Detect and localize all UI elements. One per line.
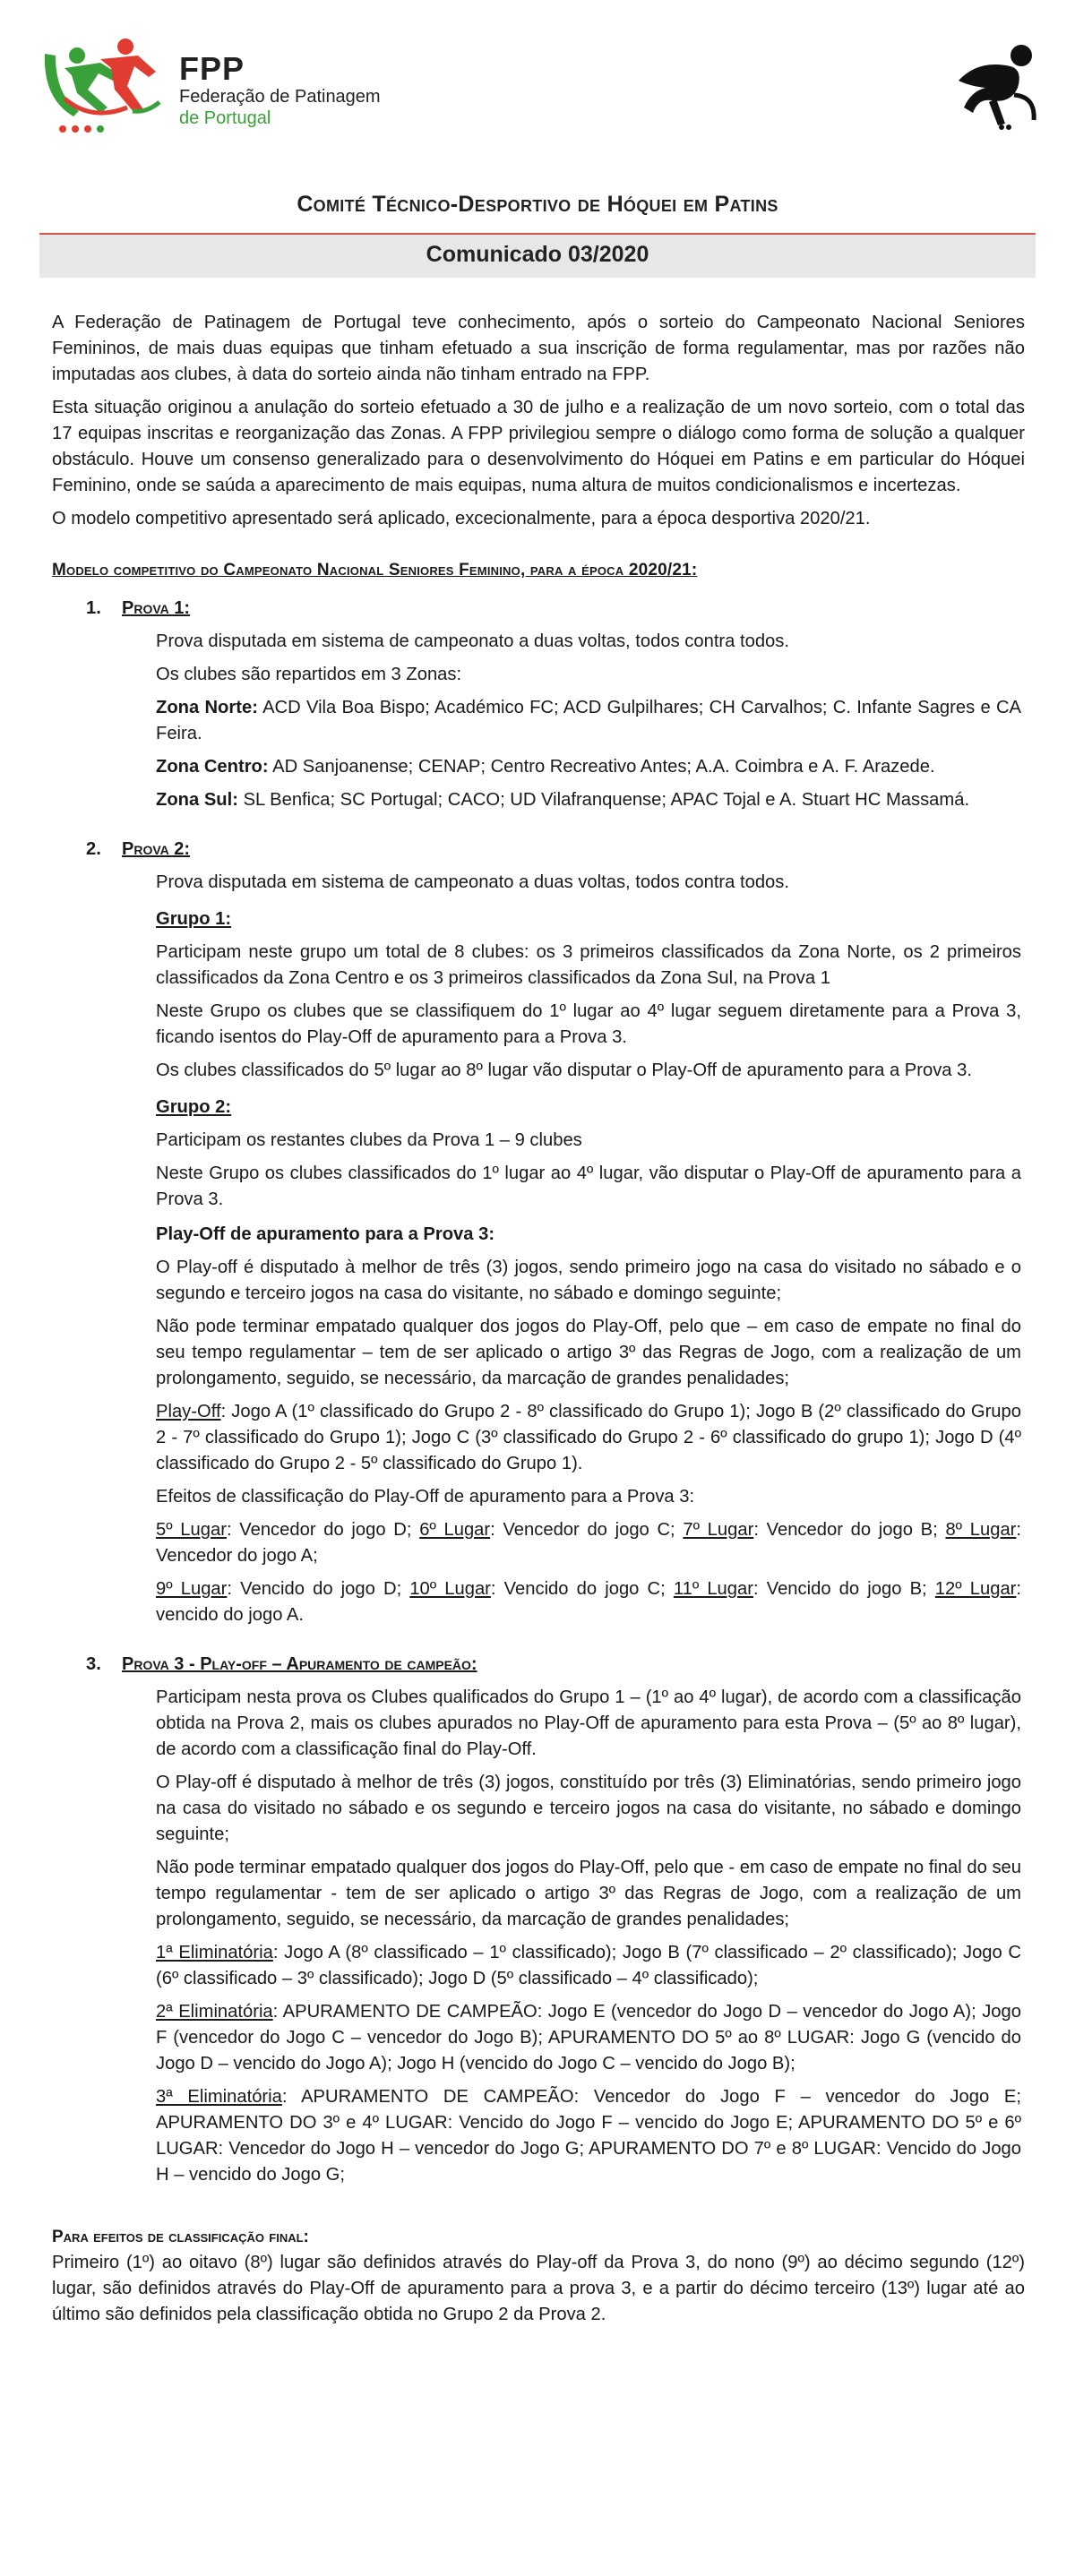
place-text: : Vencido do jogo C; [490, 1579, 674, 1599]
paragraph: Os clubes são repartidos em 3 Zonas: [156, 665, 462, 684]
logo-line2: de Portugal [179, 108, 271, 128]
place-label: 11º Lugar [673, 1579, 753, 1599]
prova-title: Prova 3 - Play-off – Apuramento de campeão: [122, 1654, 477, 1674]
place-text: : Vencedor do jogo B; [753, 1520, 946, 1540]
paragraph: Prova disputada em sistema de campeonato a duas voltas, todos contra todos. [156, 872, 789, 892]
paragraph: Os clubes classificados do 5º lugar ao 8º lugar vão disputar o Play-Off de apuramento para a Prova 3. [156, 1060, 972, 1080]
zona-centro [156, 754, 1021, 780]
zona-clubs: ACD Vila Boa Bispo; Académico FC; ACD Gulpilhares; CH Carvalhos; C. Infante Sagres e CA Feira. [156, 698, 1022, 743]
intro-paragraph: A Federação de Patinagem de Portugal teve conhecimento, após o sorteio do Campeonato Nacional Seniores Femininos, de mais duas equipas que tinham efetuado a sua inscrição de forma regulamentar, mas por razões não imputadas aos clubes, à data do sorteio ainda não tinham entrado na FPP. [52, 313, 1025, 384]
document-body [52, 310, 1025, 2328]
grupo-2-title: Grupo 2: [156, 1097, 232, 1117]
prova-body [156, 629, 1021, 813]
place-text: : Vencedor do jogo D; [226, 1520, 420, 1540]
place-label: 10º Lugar [409, 1579, 491, 1599]
prova-title: Prova 1: [122, 598, 191, 618]
prova-body [156, 1685, 1021, 2188]
paragraph: Neste Grupo os clubes classificados do 1º lugar ao 4º lugar, vão disputar o Play-Off de apuramento para a Prova 3. [156, 1163, 1021, 1209]
eliminatoria-text: : APURAMENTO DE CAMPEÃO: Jogo E (vencedor do Jogo D – vencedor do Jogo A); Jogo F (vencedor do Jogo C – vencedor do Jogo B); APURAMENTO DO 5º ao 8º LUGAR: Jogo G (vencido do Jogo D – vencido do Jogo A); Jogo H (vencido do Jogo C – vencido do Jogo B); [156, 2002, 1021, 2074]
comunicado-number: Comunicado 03/2020 [426, 242, 649, 267]
eliminatoria-2 [156, 1999, 1021, 2077]
zona-label: Zona Sul: [156, 790, 238, 810]
eliminatoria-label: 3ª Eliminatória [156, 2087, 282, 2107]
place-text: : Vencido do jogo D; [227, 1579, 410, 1599]
fpp-logo-text [179, 52, 381, 129]
paragraph: Não pode terminar empatado qualquer dos jogos do Play-Off, pelo que - em caso de empate no final do seu tempo regulamentar - tem de ser aplicado o artigo 3º das Regras de Jogo, com a realização de um prolongamento, seguido, se necessário, da marcação de grandes penalidades; [156, 1858, 1021, 1929]
paragraph: Prova disputada em sistema de campeonato a duas voltas, todos contra todos. [156, 631, 789, 651]
playoff-games-text: : Jogo A (1º classificado do Grupo 2 - 8º classificado do Grupo 1); Jogo B (2º classificado do Grupo 2 - 7º classificado do Grupo 1); Jogo C (3º classificado do Grupo 2 - 6º classificado do grupo 1); Jogo D (4º classificado do Grupo 2 - 5º classificado do Grupo 1). [156, 1402, 1021, 1473]
zona-norte [156, 695, 1021, 747]
paragraph: Neste Grupo os clubes que se classifiquem do 1º lugar ao 4º lugar seguem diretamente para a Prova 3, ficando isentos do Play-Off de apuramento para a Prova 3. [156, 1001, 1021, 1047]
places-5-8 [156, 1517, 1021, 1569]
place-text: : vencido do jogo A. [156, 1579, 1022, 1625]
place-label: 8º Lugar [945, 1520, 1017, 1540]
final-classification-heading: Para efeitos de classificação final: [52, 2228, 309, 2246]
roller-hockey-player-icon [951, 41, 1041, 131]
prova-number: 3. [86, 1654, 101, 1674]
final-classification-text: Primeiro (1º) ao oitavo (8º) lugar são definidos através do Play-off da Prova 3, do nono (9º) ao décimo segundo (12º) lugar, são definidos através do Play-Off de apuramento para a prova 3, e a partir do décimo terceiro (13º) lugar até ao último são definidos pela classificação obtida no Grupo 2 da Prova 2. [52, 2253, 1025, 2324]
zona-label: Zona Norte: [156, 698, 258, 717]
place-label: 6º Lugar [419, 1520, 491, 1540]
eliminatoria-label: 1ª Eliminatória [156, 1943, 273, 1962]
zona-label: Zona Centro: [156, 757, 269, 777]
place-text: : Vencedor do jogo C; [490, 1520, 684, 1540]
intro-section [52, 310, 1025, 532]
fpp-logo-icon [38, 36, 172, 136]
prova-body [156, 870, 1021, 1628]
prova-number: 1. [86, 598, 101, 618]
place-label: 12º Lugar [934, 1579, 1017, 1599]
zona-clubs: AD Sanjoanense; CENAP; Centro Recreativo Antes; A.A. Coimbra e A. F. Arazede. [268, 757, 935, 777]
eliminatoria-label: 2ª Eliminatória [156, 2002, 273, 2022]
prova-2-section [86, 837, 1025, 1628]
paragraph: Não pode terminar empatado qualquer dos jogos do Play-Off, pelo que – em caso de empate no final do seu tempo regulamentar – tem de ser aplicado o artigo 3º das Regras de Jogo, com a realização de um prolongamento, seguido, se necessário, da marcação de grandes penalidades; [156, 1317, 1021, 1388]
eliminatoria-3 [156, 2084, 1021, 2188]
paragraph: Participam nesta prova os Clubes qualificados do Grupo 1 – (1º ao 4º lugar), de acordo com a classificação obtida na Prova 2, mais os clubes apurados no Play-Off de apuramento para esta Prova – (5º ao 8º lugar), de acordo com a classificação final do Play-Off. [156, 1687, 1021, 1759]
places-9-12 [156, 1576, 1021, 1628]
logo-abbreviation: FPP [179, 50, 245, 87]
playoff-games [156, 1399, 1021, 1477]
grupo-1-title: Grupo 1: [156, 909, 232, 929]
place-label: 9º Lugar [156, 1579, 228, 1599]
intro-paragraph: Esta situação originou a anulação do sorteio efetuado a 30 de julho e a realização de um novo sorteio, com o total das 17 equipas inscritas e reorganização das Zonas. A FPP privilegiou sempre o diálogo como forma de solução a qualquer obstáculo. Houve um consenso generalizado para o desenvolvimento do Hóquei em Patins e em particular do Hóquei Feminino, onde se saúda a aparecimento de mais equipas, numa altura de muitos condicionalismos e incertezas. [52, 398, 1025, 495]
playoff-title: Play-Off de apuramento para a Prova 3: [156, 1224, 495, 1244]
place-text: : Vencido do jogo B; [752, 1579, 935, 1599]
eliminatoria-text: : Jogo A (8º classificado – 1º classificado); Jogo B (7º classificado – 2º classificado); Jogo C (6º classificado – 3º classificado); Jogo D (5º classificado – 4º classificado); [156, 1943, 1021, 1988]
paragraph: Efeitos de classificação do Play-Off de apuramento para a Prova 3: [156, 1487, 695, 1507]
eliminatoria-text: : APURAMENTO DE CAMPEÃO: Vencedor do Jogo F – vencedor do Jogo E; APURAMENTO DO 3º e 4º LUGAR: Vencido do Jogo F – vencido do Jogo E; APURAMENTO DO 5º e 6º LUGAR: Vencedor do Jogo H – vencedor do Jogo G; APURAMENTO DO 7º e 8º LUGAR: Vencido do Jogo H – vencido do Jogo G; [156, 2087, 1021, 2185]
modelo-heading: Modelo competitivo do Campeonato Nacional Seniores Feminino, para a época 2020/21: [52, 561, 698, 580]
place-label: 7º Lugar [683, 1520, 754, 1540]
paragraph: Participam neste grupo um total de 8 clubes: os 3 primeiros classificados da Zona Norte, os 2 primeiros classificados da Zona Centro e os 3 primeiros classificados da Zona Sul, na Prova 1 [156, 942, 1021, 988]
eliminatoria-1 [156, 1940, 1021, 1992]
committee-title: Comité Técnico-Desportivo de Hóquei em Patins [297, 192, 778, 217]
prova-title: Prova 2: [122, 839, 191, 859]
place-text: : Vencedor do jogo A; [156, 1520, 1022, 1566]
playoff-label: Play-Off [156, 1402, 221, 1421]
place-label: 5º Lugar [156, 1520, 227, 1540]
intro-paragraph: O modelo competitivo apresentado será aplicado, excecionalmente, para a época desportiva 2020/21. [52, 509, 871, 528]
prova-number: 2. [86, 839, 101, 859]
paragraph: Participam os restantes clubes da Prova 1 – 9 clubes [156, 1130, 582, 1150]
paragraph: O Play-off é disputado à melhor de três (3) jogos, constituído por três (3) Eliminatórias, sendo primeiro jogo na casa do visitado no sábado e os segundo e terceiro jogos na casa do visitante, no sábado e domingo seguinte; [156, 1773, 1021, 1844]
zona-sul [156, 787, 1021, 813]
paragraph: O Play-off é disputado à melhor de três (3) jogos, sendo primeiro jogo na casa do visitado no sábado e o segundo e terceiro jogos na casa do visitante, no sábado e domingo seguinte; [156, 1258, 1021, 1303]
prova-3-section [86, 1652, 1025, 2188]
prova-1-section [86, 596, 1025, 813]
comunicado-band [39, 235, 1036, 278]
zona-clubs: SL Benfica; SC Portugal; CACO; UD Vilafranquense; APAC Tojal e A. Stuart HC Massamá. [237, 790, 970, 810]
logo-line1: Federação de Patinagem [179, 87, 381, 107]
